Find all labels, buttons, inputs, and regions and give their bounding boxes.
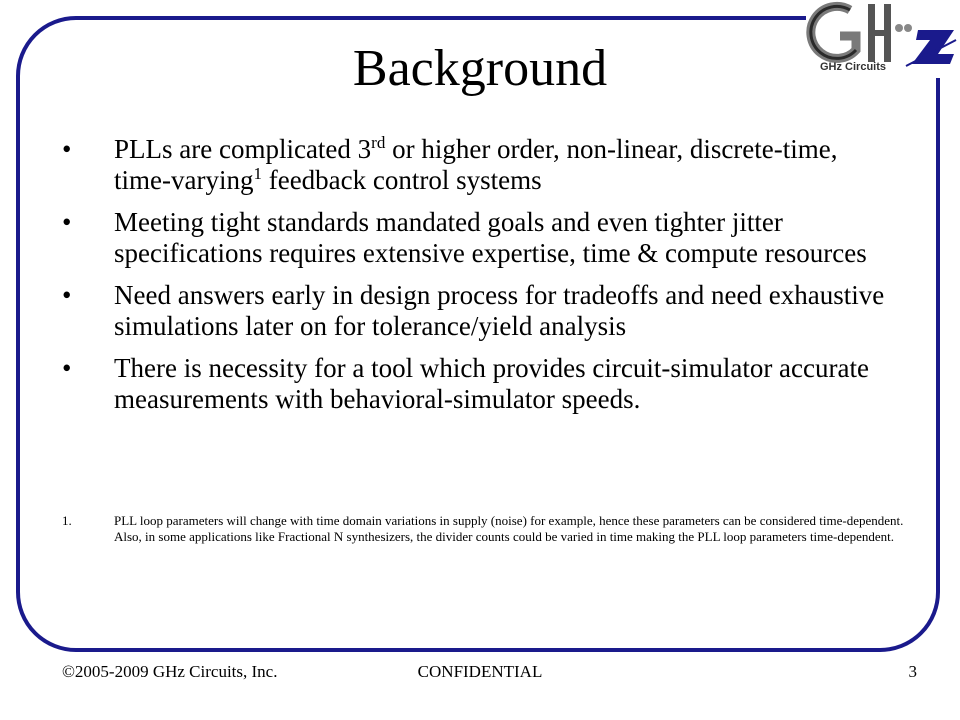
ordinal-superscript: rd <box>371 133 386 152</box>
bullet-list <box>62 134 892 426</box>
bullet-text-part: or higher order, non-linear, discrete-time, time-varying <box>114 134 838 195</box>
footnote-number: 1. <box>62 513 72 528</box>
footnote-reference: 1 <box>253 164 262 183</box>
page-number: 3 <box>908 662 917 681</box>
bullet-item <box>62 134 892 196</box>
bullet-text-part: feedback control systems <box>261 165 542 195</box>
bullet-item <box>62 280 892 342</box>
bullet-item <box>62 353 892 415</box>
bullet-text: Meeting tight standards mandated goals and even tighter jitter specifications requires extensive expertise, time & compute resources <box>114 207 867 268</box>
bullet-marker: • <box>62 134 72 164</box>
bullet-text: There is necessity for a tool which provides circuit-simulator accurate measurements with behavioral-simulator speeds. <box>114 353 869 414</box>
logo-text: GHz Circuits <box>820 61 887 73</box>
footnote-text: PLL loop parameters will change with time domain variations in supply (noise) for example, hence these parameters can be considered time-dependent. Also, in some applications like Fractional N synthesizers, the divider counts could be varied in time making the PLL loop parameters time-dependent. <box>114 513 904 544</box>
footer-confidential: CONFIDENTIAL <box>417 662 543 681</box>
bullet-text-part: PLLs are complicated 3 <box>114 134 372 164</box>
footnote <box>62 513 904 545</box>
bullet-text <box>114 134 892 196</box>
bullet-marker: • <box>62 353 72 383</box>
bullet-item <box>62 207 892 269</box>
bullet-marker: • <box>62 280 72 310</box>
footer-copyright: ©2005-2009 GHz Circuits, Inc. <box>62 662 278 681</box>
slide-title: Background <box>352 40 608 97</box>
bullet-text: Need answers early in design process for tradeoffs and need exhaustive simulations later on for tolerance/yield analysis <box>114 280 885 341</box>
bullet-marker: • <box>62 207 72 237</box>
